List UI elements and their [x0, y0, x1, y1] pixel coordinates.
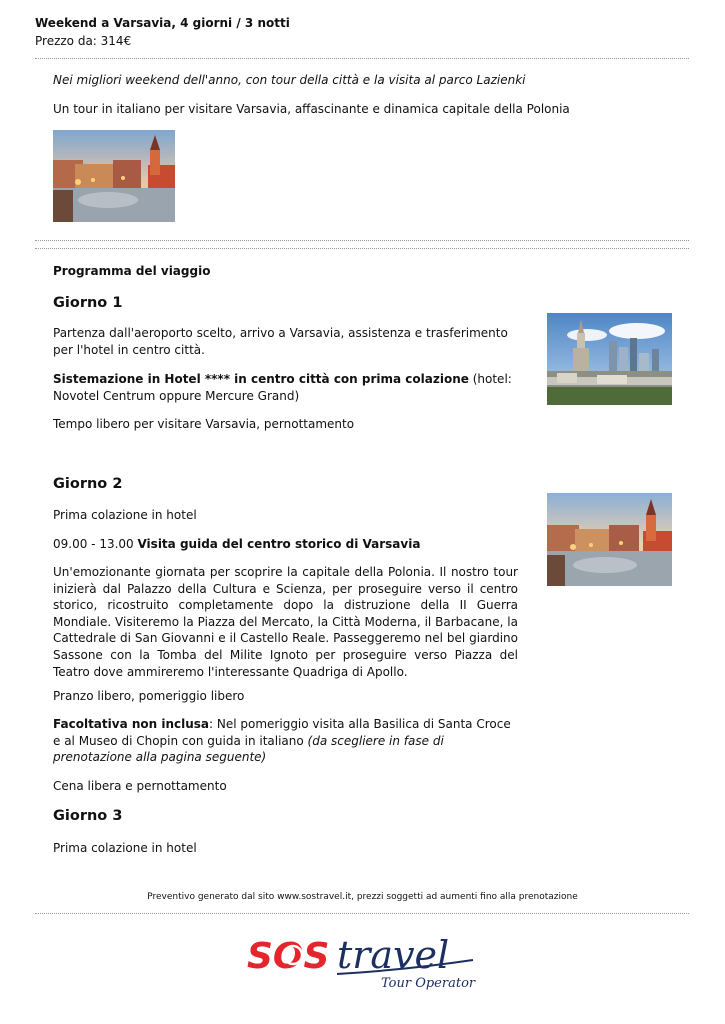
footer-note: Preventivo generato dal sito www.sostravel.it, prezzi soggetti ad aumenti fino alla prenotazione	[147, 892, 578, 902]
skyline-photo	[547, 313, 672, 405]
trip-title: Weekend a Varsavia, 4 giorni / 3 notti	[35, 16, 290, 30]
day-1-free-time: Tempo libero per visitare Varsavia, pernottamento	[53, 417, 355, 431]
trip-price: Prezzo da: 314€	[35, 34, 132, 48]
day-3-title: Giorno 3	[53, 808, 123, 824]
day-2-optional-italic: (da scegliere in fase di prenotazione alla pagina seguente)	[53, 733, 444, 765]
intro-tagline: Nei migliori weekend dell'anno, con tour della città e la visita al parco Lazienki	[53, 73, 526, 87]
old-town-photo	[53, 130, 175, 222]
divider	[35, 248, 689, 249]
old-town-photo-2	[547, 493, 672, 586]
intro-description: Un tour in italiano per visitare Varsavia, affascinante e dinamica capitale della Polonia	[53, 102, 570, 116]
day-1-title: Giorno 1	[53, 295, 123, 311]
day-1-hotel-bold: Sistemazione in Hotel **** in centro città con prima colazione	[53, 372, 469, 386]
day-2-tour-bold: Visita guida del centro storico di Varsavia	[137, 537, 421, 551]
divider	[35, 58, 689, 59]
sostravel-logo	[245, 930, 480, 992]
day-2-optional-bold: Facoltativa non inclusa	[53, 717, 210, 731]
day-2-description: Un'emozionante giornata per scoprire la capitale della Polonia. Il nostro tour inizierà dal Palazzo della Cultura e Scienza, per proseguire verso il centro storico, ricostruito completamente dopo la distruzione della II Guerra Mondiale. Visiteremo la Piazza del Mercato, la Città Moderna, il Barbacane, la Cattedrale di San Giovanni e il Castello Reale. Passeggeremo nel bel giardino Sassone con la Tomba del Milite Ignoto per proseguire verso Piazza del Teatro dove ammireremo l'interessante Quadriga di Apollo.	[53, 565, 518, 679]
divider	[35, 913, 689, 914]
day-2-title: Giorno 2	[53, 476, 123, 492]
day-1-hotel	[53, 371, 518, 404]
day-2-optional	[53, 716, 518, 766]
logo-sos-text: SOS	[247, 936, 330, 977]
divider	[35, 240, 689, 241]
day-2-breakfast: Prima colazione in hotel	[53, 508, 197, 522]
logo-sub-text: Tour Operator	[381, 976, 476, 991]
day-1-hotel-rest: (hotel: Novotel Centrum oppure Mercure Grand)	[53, 372, 512, 403]
day-1-arrival: Partenza dall'aeroporto scelto, arrivo a Varsavia, assistenza e trasferimento per l'hotel in centro città.	[53, 326, 508, 357]
day-2-tour	[53, 536, 518, 553]
day-2-tour-time: 09.00 - 13.00	[53, 537, 138, 551]
day-2-dinner: Cena libera e pernottamento	[53, 779, 227, 793]
logo-travel-text: travel	[337, 933, 450, 977]
program-heading: Programma del viaggio	[53, 264, 211, 278]
day-2-optional-rest: : Nel pomeriggio visita alla Basilica di Santa Croce e al Museo di Chopin con guida in italiano	[53, 717, 511, 748]
day-3-breakfast: Prima colazione in hotel	[53, 841, 197, 855]
day-2-lunch: Pranzo libero, pomeriggio libero	[53, 689, 245, 703]
